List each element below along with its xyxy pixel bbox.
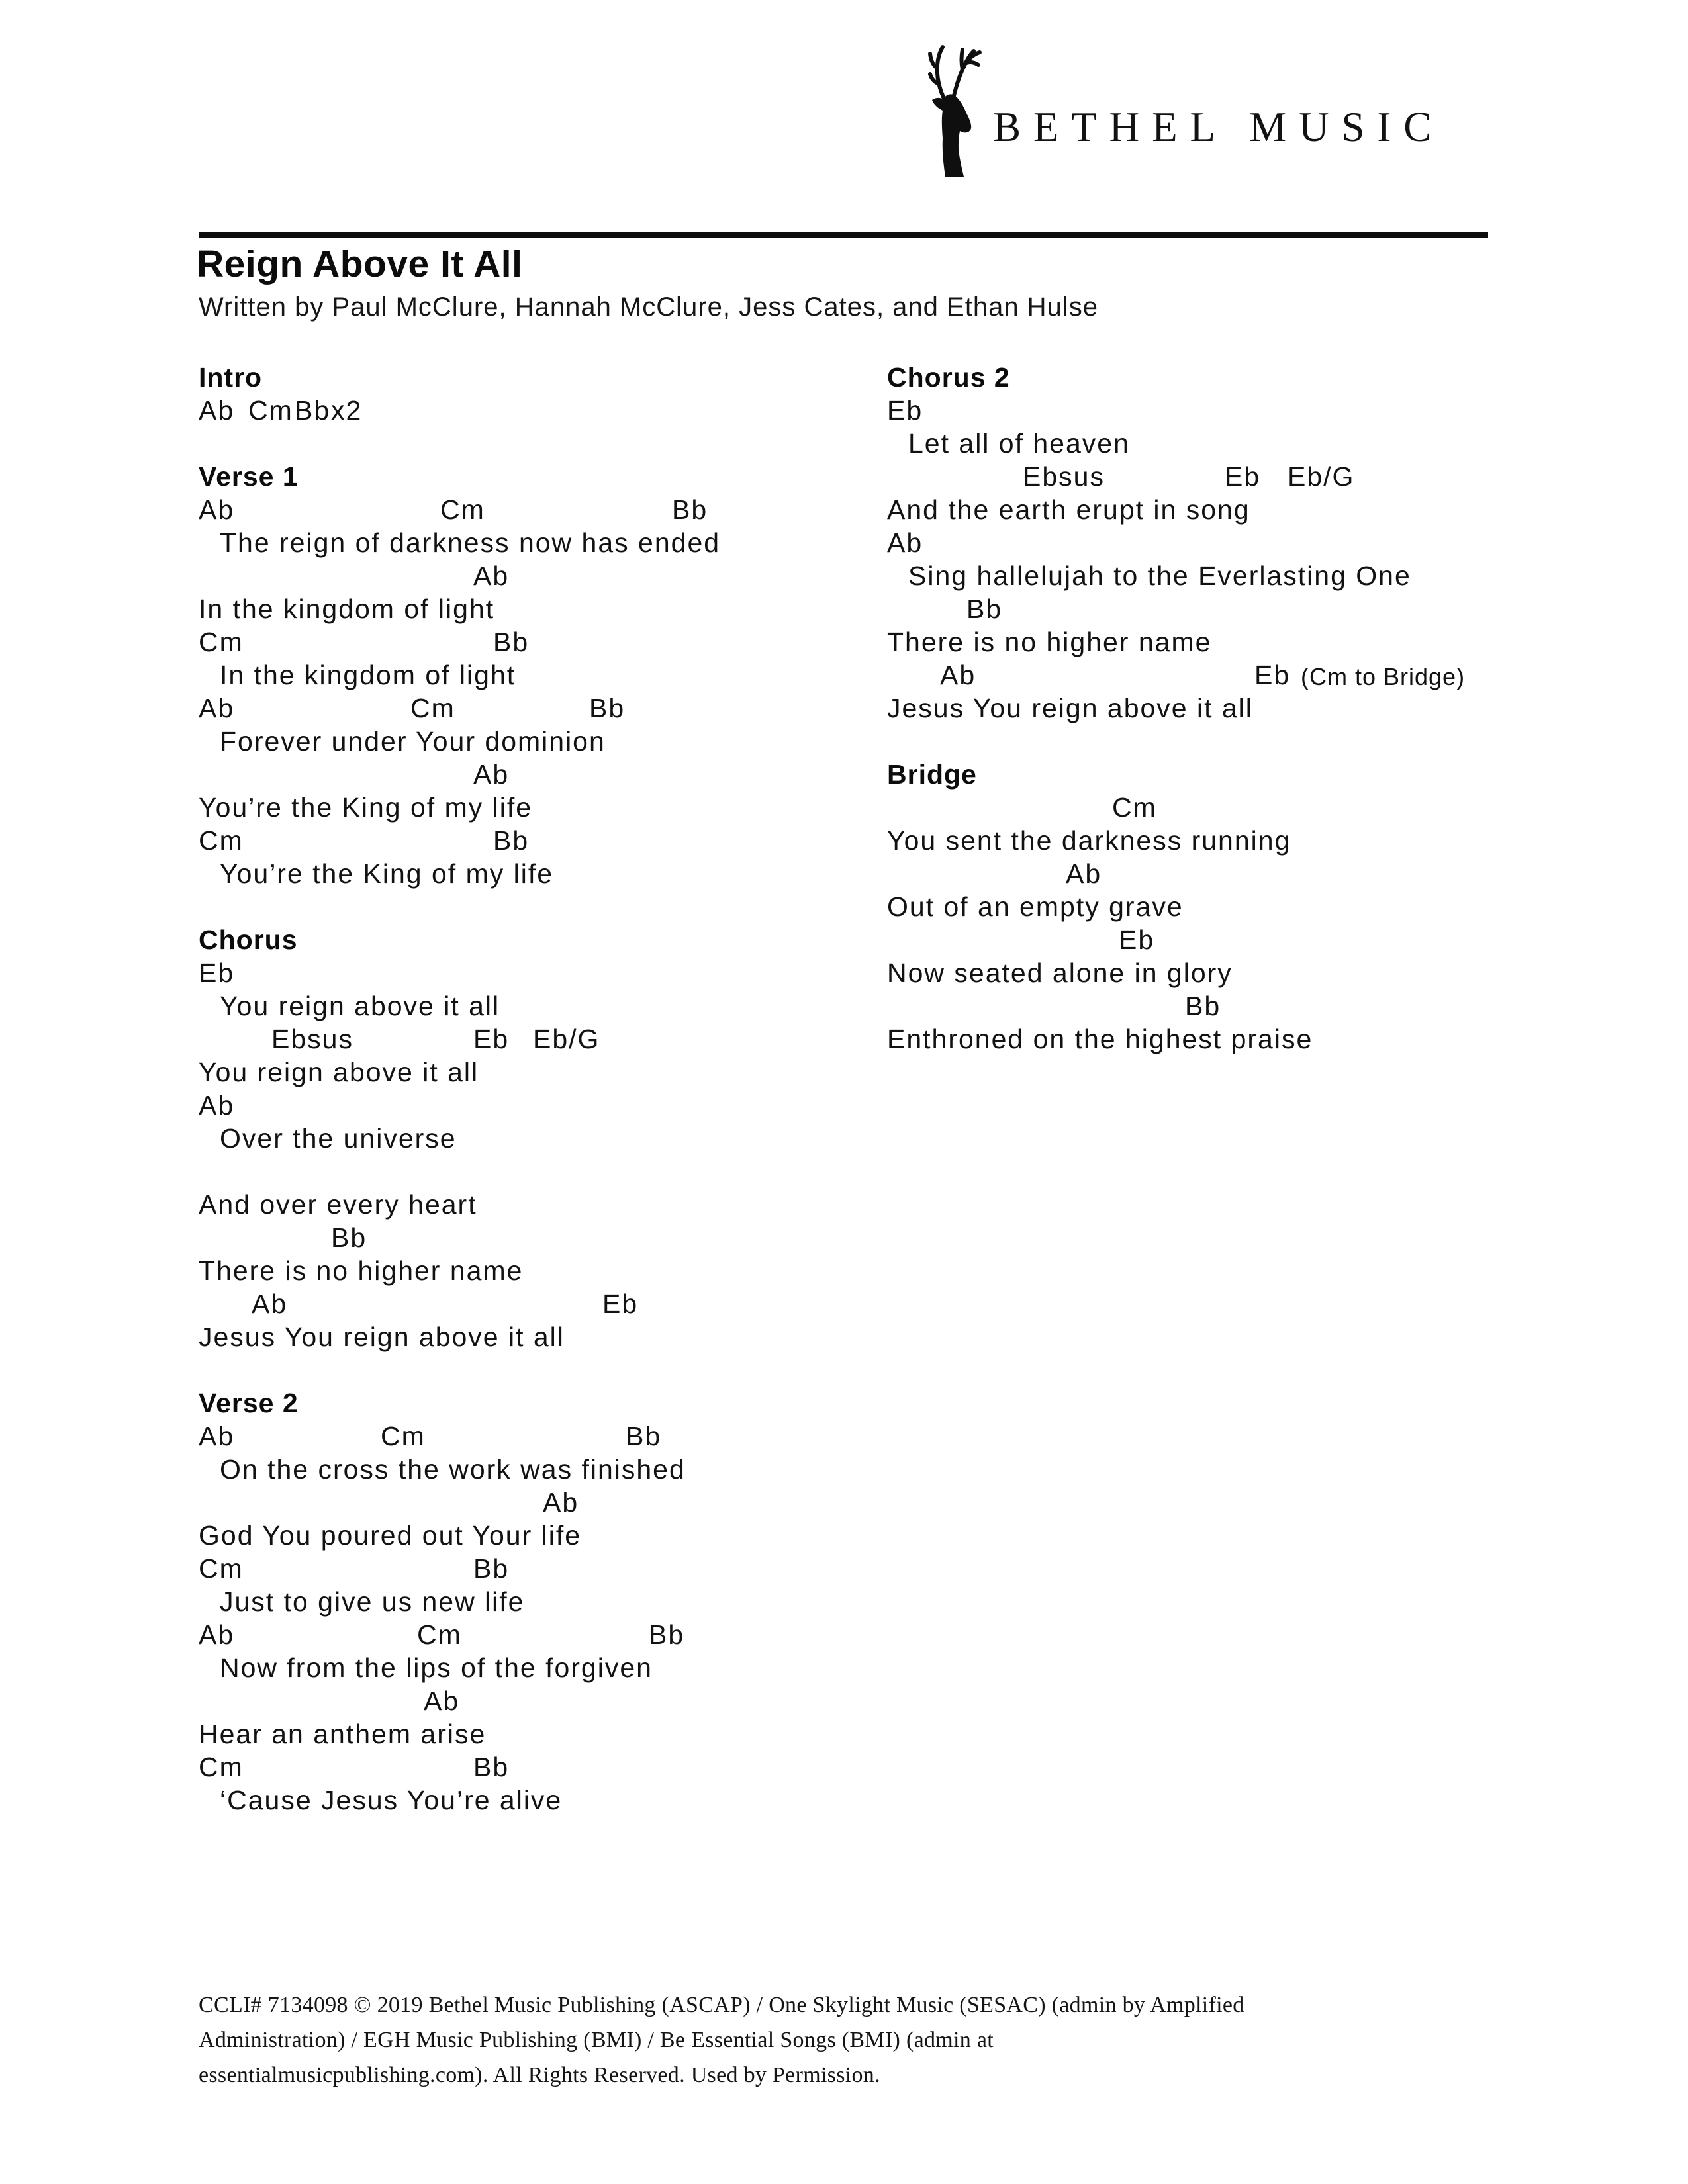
chord-line bbox=[199, 394, 880, 427]
chord-line bbox=[199, 1552, 880, 1585]
chord: Ab bbox=[199, 395, 235, 426]
chord: Eb/G bbox=[1288, 461, 1355, 492]
chord-line bbox=[199, 1420, 880, 1453]
footer-line: essentialmusicpublishing.com). All Rights Reserved. Used by Permission. bbox=[199, 2063, 880, 2087]
section-bridge bbox=[887, 758, 1569, 1056]
chord-line bbox=[199, 1023, 880, 1056]
chart-column-left bbox=[199, 361, 880, 1850]
chord: Ab bbox=[199, 1619, 235, 1650]
lyric-line bbox=[199, 1254, 880, 1287]
chord: Bb bbox=[331, 1222, 367, 1253]
lyric-line bbox=[199, 1188, 880, 1221]
chord-line bbox=[199, 1089, 880, 1122]
section-heading: Chorus bbox=[199, 925, 298, 955]
chord: Cm bbox=[417, 1619, 462, 1650]
chord: Eb bbox=[199, 958, 235, 988]
chord-line bbox=[199, 625, 880, 659]
lyric-text: You’re the King of my life bbox=[220, 858, 554, 889]
lyric-text: In the kingdom of light bbox=[199, 594, 495, 624]
chord-line bbox=[199, 1751, 880, 1784]
chord-line bbox=[199, 758, 880, 791]
lyric-text: Let all of heaven bbox=[908, 428, 1130, 459]
section-intro bbox=[199, 361, 880, 427]
section-heading: Bridge bbox=[887, 759, 977, 790]
chord: Bb bbox=[672, 494, 708, 525]
chord: Cm bbox=[199, 825, 244, 856]
chord-line bbox=[199, 493, 880, 526]
lyric-line bbox=[199, 659, 880, 692]
brand-wordmark: BETHEL MUSIC bbox=[993, 104, 1444, 150]
chord: Bb bbox=[649, 1619, 685, 1650]
chord: Ab bbox=[473, 759, 510, 790]
chart-column-right bbox=[887, 361, 1569, 1089]
lyric-line bbox=[887, 692, 1569, 725]
chord-line bbox=[199, 692, 880, 725]
lyric-text: In the kingdom of light bbox=[220, 660, 516, 690]
lyric-text: You reign above it all bbox=[199, 1057, 479, 1087]
chord: Eb bbox=[1225, 461, 1261, 492]
lyric-line bbox=[887, 625, 1569, 659]
chord-line bbox=[199, 1486, 880, 1519]
lyric-text: You reign above it all bbox=[220, 991, 500, 1021]
lyric-text: Now seated alone in glory bbox=[887, 958, 1233, 988]
lyric-text: Forever under Your dominion bbox=[220, 726, 606, 756]
lyric-line bbox=[887, 956, 1569, 989]
stag-icon bbox=[925, 44, 984, 177]
section-verse-1 bbox=[199, 460, 880, 890]
chord: Bb bbox=[493, 627, 530, 657]
chord: Bb bbox=[966, 594, 1003, 624]
lyric-line bbox=[887, 493, 1569, 526]
chord: Eb bbox=[473, 1024, 510, 1054]
chord-line bbox=[199, 559, 880, 592]
chord: Ab bbox=[473, 561, 510, 591]
chord: Eb bbox=[887, 395, 923, 426]
lyric-text: Jesus You reign above it all bbox=[887, 693, 1253, 723]
chord-line bbox=[199, 1221, 880, 1254]
lyric-text: Jesus You reign above it all bbox=[199, 1322, 565, 1352]
lyric-text: There is no higher name bbox=[887, 627, 1212, 657]
chord-line bbox=[199, 956, 880, 989]
chord-line bbox=[887, 857, 1569, 890]
chord: Bb bbox=[626, 1421, 662, 1451]
bethel-music-logo bbox=[925, 42, 1495, 181]
chord: Ab bbox=[1066, 858, 1102, 889]
section-heading: Verse 2 bbox=[199, 1388, 299, 1418]
chord: Bb bbox=[473, 1553, 510, 1584]
lyric-text: And the earth erupt in song bbox=[887, 494, 1250, 525]
chord: Ebsus bbox=[271, 1024, 353, 1054]
footer-line: Administration) / EGH Music Publishing (BMI) / Be Essential Songs (BMI) (admin at bbox=[199, 2028, 994, 2052]
chord: Bb bbox=[473, 1752, 510, 1782]
lyric-text: You’re the King of my life bbox=[199, 792, 533, 823]
chord: Ab bbox=[199, 1090, 235, 1120]
blank-line bbox=[199, 1155, 880, 1188]
chord: Ab bbox=[199, 693, 235, 723]
chord: Eb bbox=[1254, 660, 1291, 690]
chord: Cm bbox=[199, 1752, 244, 1782]
chord: Ab bbox=[199, 1421, 235, 1451]
chord: Bb bbox=[1185, 991, 1221, 1021]
lyric-text: The reign of darkness now has ended bbox=[220, 527, 721, 558]
chord: Ab bbox=[940, 660, 976, 690]
chord: x2 bbox=[331, 395, 363, 426]
lyric-line bbox=[199, 1651, 880, 1684]
lyric-line bbox=[199, 791, 880, 824]
chord: Eb bbox=[602, 1289, 639, 1319]
lyric-text: On the cross the work was finished bbox=[220, 1454, 686, 1484]
lyric-text: Over the universe bbox=[220, 1123, 457, 1154]
lyric-text: Enthroned on the highest praise bbox=[887, 1024, 1313, 1054]
lyric-line bbox=[199, 1056, 880, 1089]
chord: Cm bbox=[440, 494, 485, 525]
footer-line: CCLI# 7134098 © 2019 Bethel Music Publishing (ASCAP) / One Skylight Music (SESAC) (admin by Amplified bbox=[199, 1993, 1244, 2017]
lyric-line bbox=[887, 1023, 1569, 1056]
chord-line bbox=[199, 1618, 880, 1651]
chord: Ab bbox=[424, 1686, 460, 1716]
chord: Cm bbox=[199, 627, 244, 657]
title-divider bbox=[199, 232, 1488, 238]
lyric-line bbox=[199, 857, 880, 890]
chord-line bbox=[887, 592, 1569, 625]
lyric-text: God You poured out Your life bbox=[199, 1520, 582, 1551]
section-heading: Intro bbox=[199, 362, 263, 392]
chord-line bbox=[887, 659, 1569, 692]
chord-line bbox=[887, 791, 1569, 824]
lyric-line bbox=[199, 1784, 880, 1817]
lyric-text: Just to give us new life bbox=[220, 1586, 525, 1617]
chord: Cm bbox=[248, 395, 293, 426]
chord: Ab bbox=[252, 1289, 288, 1319]
lyric-text: There is no higher name bbox=[199, 1255, 524, 1286]
chord: Bb bbox=[493, 825, 530, 856]
lyric-line bbox=[199, 725, 880, 758]
chord-line bbox=[887, 460, 1569, 493]
chord-line bbox=[199, 1684, 880, 1717]
chord: Ebsus bbox=[1023, 461, 1105, 492]
lyric-text: Now from the lips of the forgiven bbox=[220, 1653, 653, 1683]
section-chorus bbox=[199, 923, 880, 1353]
lyric-line bbox=[887, 890, 1569, 923]
chord-line bbox=[887, 923, 1569, 956]
lyric-text: You sent the darkness running bbox=[887, 825, 1291, 856]
chord: Cm bbox=[381, 1421, 426, 1451]
section-verse-2 bbox=[199, 1387, 880, 1817]
lyric-line bbox=[887, 427, 1569, 460]
chord: Ab bbox=[887, 527, 923, 558]
section-heading: Chorus 2 bbox=[887, 362, 1010, 392]
chord: Ab bbox=[199, 494, 235, 525]
lyric-line bbox=[199, 592, 880, 625]
lyric-line bbox=[199, 1122, 880, 1155]
lyric-line bbox=[887, 824, 1569, 857]
section-chorus-2 bbox=[887, 361, 1569, 725]
lyric-text: Hear an anthem arise bbox=[199, 1719, 487, 1749]
chord-line bbox=[887, 989, 1569, 1023]
lyric-text: Out of an empty grave bbox=[887, 891, 1184, 922]
lyric-line bbox=[199, 989, 880, 1023]
lyric-text: Sing hallelujah to the Everlasting One bbox=[908, 561, 1411, 591]
lyric-text: ‘Cause Jesus You’re alive bbox=[220, 1785, 563, 1815]
chord-line bbox=[199, 1287, 880, 1320]
chord: Bb bbox=[295, 395, 331, 426]
chord-line bbox=[199, 824, 880, 857]
lyric-text: And over every heart bbox=[199, 1189, 477, 1220]
lyric-line bbox=[199, 526, 880, 559]
chord: Cm bbox=[1112, 792, 1157, 823]
chord-line bbox=[887, 526, 1569, 559]
chord: Cm bbox=[410, 693, 455, 723]
lyric-line bbox=[199, 1585, 880, 1618]
copyright-footer bbox=[199, 1987, 1244, 2093]
song-title: Reign Above It All bbox=[197, 243, 523, 285]
chord: Bb bbox=[589, 693, 626, 723]
chord: Eb bbox=[1119, 925, 1155, 955]
lyric-line bbox=[199, 1453, 880, 1486]
lyric-line bbox=[887, 559, 1569, 592]
chord-annotation: (Cm to Bridge) bbox=[1301, 663, 1466, 690]
lyric-line bbox=[199, 1320, 880, 1353]
chord-line bbox=[887, 394, 1569, 427]
lyric-line bbox=[199, 1519, 880, 1552]
chord: Ab bbox=[543, 1487, 579, 1518]
chord: Eb/G bbox=[533, 1024, 600, 1054]
chord: Cm bbox=[199, 1553, 244, 1584]
song-credits: Written by Paul McClure, Hannah McClure, Jess Cates, and Ethan Hulse bbox=[199, 293, 1098, 322]
lyric-line bbox=[199, 1717, 880, 1751]
section-heading: Verse 1 bbox=[199, 461, 299, 492]
